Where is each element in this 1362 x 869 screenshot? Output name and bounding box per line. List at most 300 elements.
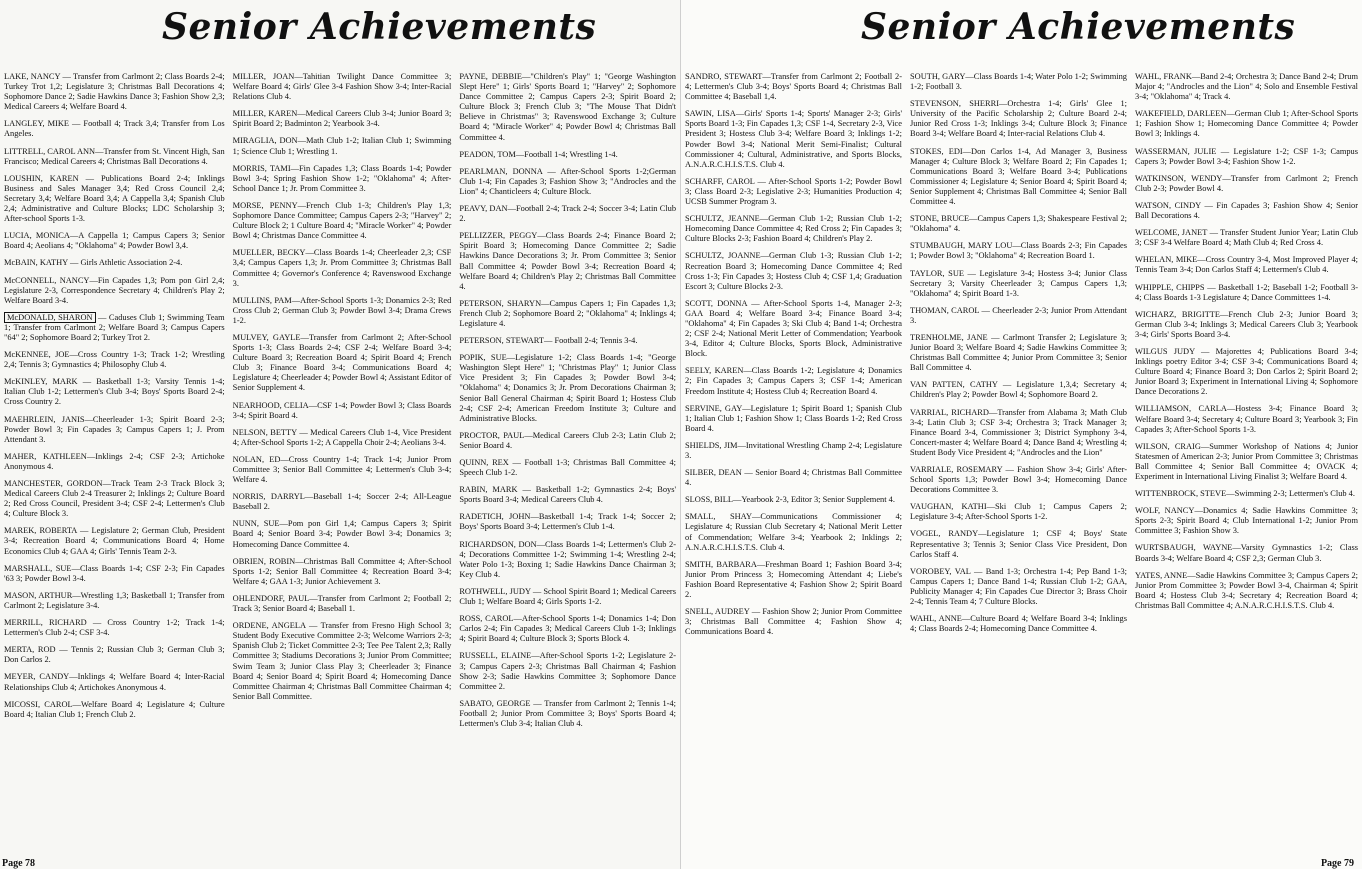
student-name: SHIELDS, JIM [685,440,738,450]
student-name: SILBER, DEAN [685,468,742,478]
senior-entry [685,404,902,434]
achievements-text: — Legislature 1,3,4; Secretary 4; Children's Play 2; Powder Bowl 4; Sophomore Board 2. [910,380,1127,400]
senior-entry [685,177,902,207]
achievements-text: — Majorettes 4; Publications Board 3-4; Inklings poetry Editor 3-4; CSF 3-4; Communications Board 4; Culture Board 4; Finance Board 3; Don Carlos 2; Spirit Board 2; Junior Board 3; Experiment in International Living 4; Sophomore Dance Decorations 2. [1135,346,1358,397]
senior-entry [910,614,1127,634]
senior-entry [4,377,225,407]
student-name: RUSSELL, ELAINE [459,651,532,661]
achievements-text: —Medical Careers Club 3-4; Junior Board 3; Spirit Board 2; Badminton 2; Yearbook 3-4. [232,109,452,129]
achievements-text: —German Club 1-2; Russian Club 1-2; Homecoming Dance Committee 4; Red Cross 2; Fin Capades 3; Culture Blocks 2-3; Fashion Board 4; Children's Play 2. [685,214,902,244]
senior-entry [4,174,225,224]
senior-entry [1135,506,1358,536]
student-name: WILGUS JUDY [1135,346,1195,356]
achievements-text: —Pom pon Girl 1,4; Campus Capers 3; Spirit Board 4; Senior Board 3-4; Powder Bowl 3-4; Donamics 3; Homecoming Dance Committee 4. [232,519,452,549]
student-name: NELSON, BETTY [232,427,297,437]
student-name: VOGEL, RANDY [910,529,979,539]
achievements-text: — Fashion Show 2; Junior Prom Committee 3; Christmas Ball Committee 4; Fashion Show 4; Communications Board 4. [685,607,902,637]
student-name: PROCTOR, PAUL [459,430,525,440]
page-title: Senior Achievements [162,6,597,48]
right-column-3 [1131,72,1362,855]
achievements-text: —Yearbook 2-3, Editor 3; Senior Supplement 4. [732,495,895,505]
senior-entry [4,564,225,584]
senior-entry [685,607,902,637]
student-name: PELLIZZER, PEGGY [459,231,538,241]
student-name: PEARLMAN, DONNA [459,166,543,176]
student-name: RICHARDSON, DON [459,539,537,549]
achievements-text: —Legislature 1-2; Class Boards 1-4; "George Washington Slept Here" 1; "Christmas Play" 1; Junior Class Vice President 3; Fin Capades 3; Powder Bowl 3-4; "Oklahoma" 4; Donamics 3; Jr. Prom Decorations Chairman 3; Senior Ball General Chairman 4; Spirit Board 1; Hostess Club 2-4; CSF 2-4; American Freedom Institute 3; Culture and Administrative Blocks. [459,353,676,423]
senior-entry [910,214,1127,234]
senior-entry [4,526,225,556]
senior-entry [4,350,225,370]
page-title: Senior Achievements [861,6,1296,48]
achievements-text: — Fashion Show 3-4; Girls' After-School Sports 1,3; Powder Bowl 3-4; Homecoming Dance Decorations Committee 3. [910,465,1127,495]
achievements-text: —Football 2-4; Track 2-4; Soccer 3-4; Latin Club 2. [459,204,677,224]
student-name: ROSS, CAROL [459,614,514,624]
senior-entry [459,231,676,292]
achievements-text: —Class Boards 2-3; Fin Capades 1; Powder Bowl 3; "Oklahoma" 4; Recreation Board 1. [910,241,1127,261]
student-name: PETERSON, STEWART [459,336,544,346]
senior-entry [685,214,902,244]
senior-entry [910,465,1127,495]
achievements-text: —Cross Country 3-4, Most Improved Player 4; Tennis Team 3-4; Don Carlos Staff 4; Lettermen's Club 4. [1135,255,1359,275]
achievements-text: —German Club 1; After-School Sports 1; Fashion Show 1; Homecoming Dance Committee 4; Powder Bowl 3; Inklings 4. [1135,109,1358,139]
senior-entry [233,428,452,448]
right-page [681,0,1362,869]
student-name: MULVEY, GAYLE [232,332,301,342]
achievements-text: — Band 1-3; Orchestra 1-4; Pep Band 1-3; Campus Capers 1; Dance Band 1-4; Russian Club 1-2; GAA, Publicity Manager 4; Fin Capades Cue Director 3; Brass Choir 2-4; Tennis Team 4; 7 Culture Blocks. [910,566,1127,607]
senior-entry [459,540,676,580]
student-name: VARRIALE, ROSEMARY [910,465,1003,474]
senior-entry [459,336,676,346]
student-name: MICOSSI, CAROL [4,699,73,709]
senior-entry [685,366,902,396]
student-name: WATKINSON, WENDY [1135,173,1223,183]
senior-entry [4,700,225,720]
student-name: NORRIS, DARRYL [232,492,305,502]
achievements-text: — Transfer from Carlmont 2; Tennis 1-4; Football 2; Junior Prom Committee 3; Boys' Sports Board 4; Lettermen's Club 3-4; Italian Club 4. [459,698,676,728]
achievements-text: —Inklings 2-4; CSF 2-3; Artichoke Anonymous 4. [4,451,225,471]
achievements-text: —Class Boards 2-4; Finance Board 2; Spirit Board 3; Homecoming Dance Committee 2; Sadie Hawkins Dance Decorations 3; Jr. Prom Committee 3; Senior Ball Committee 4; Powder Bowl 3-4; Recreation Board 4; Welfare Board 4; Children's Play 2; Christmas Ball Committee 4. [459,231,676,291]
student-name: RABIN, MARK [459,485,518,495]
student-name: McKENNEE, JOE [4,350,70,360]
achievements-text: — Basketball 1-3; Varsity Tennis 1-4; Italian Club 1-2; Lettermen's Club 3-4; Boys' Sports Board 2-4; Cross Country 2. [4,377,225,407]
senior-entry [4,672,225,692]
achievements-text: —Donamics 4; Sadie Hawkins Committee 3; Sports 2-3; Spirit Board 4; Club International 1-2; Junior Prom Committee 3; Fashion Show 3. [1135,506,1358,536]
achievements-text: —After-School Sports 1-4; Donamics 1-4; Don Carlos 2-4; Fin Capades 3; Medical Careers Club 1-3; Inklings 4; Spirit Board 4; Culture Block 3; Sports Block 4. [459,614,676,644]
senior-entry [685,441,902,461]
achievements-text: —Basketball 1-4; Track 1-4; Soccer 2; Boys' Sports Board 3-4; Lettermen's Club 1-4. [459,512,676,532]
senior-entry [910,241,1127,261]
achievements-text: — School Spirit Board 1; Medical Careers Club 1; Welfare Board 4; Girls Sports 1-2. [459,586,676,607]
senior-entry [1135,571,1358,611]
achievements-text: —After-School Sports 1-2; Legislature 2-3; Campus Capers 2-3; Christmas Ball Chairman 4; Fashion Show 2-3; Sadie Hawkins Committee 3; Sophomore Dance Committee 2. [459,651,676,691]
student-name: MILLER, JOAN [232,72,295,81]
achievements-text: —Baseball 1-4; Soccer 2-4; All-League Baseball 2. [232,492,452,512]
page-number: Page 79 [1320,858,1354,869]
achievements-text: —Transfer from Carlmont 2; French Club 2-3; Powder Bowl 4. [1135,173,1358,193]
student-name: MASON, ARTHUR [4,590,73,600]
achievements-text: — Cross Country 1-2; Track 1-4; Lettermen's Club 2-4; CSF 3-4. [4,618,225,638]
right-column-2 [906,72,1131,855]
student-name: SCHULTZ, JOANNE [685,251,761,261]
achievements-text: — After-School Sports 1-2;German Club 1-4; Fin Capades 3; Fashion Show 3; "Androcles and the Lion" 4; Chanticleers 4; Culture Block. [459,166,676,196]
achievements-text: — Girls Athletic Association 2-4. [67,258,183,268]
student-name: MILLER, KAREN [232,109,298,119]
achievements-text: —Medical Careers Club 2-3; Latin Club 2; Senior Board 4. [459,430,676,450]
achievements-text: —A Cappella 1; Campus Capers 3; Senior Board 4; Aeolians 4; "Oklahoma" 4; Powder Bowl 3,4. [4,231,225,251]
left-column-2 [229,72,456,855]
right-column-1 [681,72,906,855]
senior-entry [459,72,676,143]
senior-entry [685,72,902,102]
senior-entry [459,353,676,424]
achievements-text: — Carlmont Transfer 2; Legislature 3; Junior Board 3; Welfare Board 4; Sadie Hawkins Committee 3; Christmas Ball Committee 4; Junior Prom Committee 3; Senior Ball Committee 4. [910,332,1127,373]
achievements-text: —Girls' Sports 1-4; Sports' Manager 2-3; Girls' Sports Board 1-3; Fin Capades 1,3; CSF 1-4, Secretary 2-3, Vice President 3; Hostess Club 3-4; Welfare Board 3; Inklings 1-2; Powder Bowl 3-4; National Merit Semi-Finalist; Cultural Commissioner 4; Cultural, Administrative, and Sports Blocks, A.N.A.R.C.H.I.S.T.S. Club 4. [685,109,903,169]
senior-entry [685,299,902,360]
student-name: STOKES, EDI [910,146,963,156]
left-column-1 [0,72,229,855]
achievements-text: —Legislature 1; Spirit Board 1; Spanish Club 1; Italian Club 1; Fashion Show 1; Class Boards 1-2; Red Cross Board 4. [685,403,902,433]
student-name: MIRAGLIA, DON [232,136,298,146]
senior-entry [685,495,902,505]
student-name: MERTA, ROD [4,645,56,655]
achievements-text: — Football 2-4; Tennis 3-4. [543,336,638,346]
achievements-text: —Varsity Gymnastics 1-2; Class Boards 3-4; Welfare Board 4; CSF 2,3; German Club 3. [1135,543,1358,563]
achievements-text: — Football 4; Track 3,4; Transfer from Los Angeles. [4,119,225,139]
achievements-text: — Caduses Club 1; Swimming Team 1; Transfer from Carlmont 2; Welfare Board 3; Campus Capers "64" 2; Sophomore Board 2; Turkey Trot 2. [4,312,225,342]
student-name: VOROBEY, VAL [910,566,971,576]
student-name: STONE, BRUCE [910,214,970,224]
achievements-text: — Transfer from Carlmont 2; Class Boards 2-4; Turkey Trot 1,2; Legislature 3; Christmas Ball Decorations 4; Sophomore Dance 2; Sadie Hawkins Dance 3; Fashion Show 2,3; Medical Careers 4; Welfare Board 4. [4,72,225,112]
achievements-text: —Track Team 2-3 Track Block 3; Medical Careers Club 2-4 Treasurer 2; Inklings 2; Culture Board 2; Red Cross Council, President 3-4; CSF 2-4; Lettermen's Club 4; Culture Block 3. [4,479,225,519]
senior-entry [910,306,1127,326]
senior-entry [233,557,452,587]
senior-entry [910,269,1127,299]
student-name: McKINLEY, MARK [4,377,78,387]
student-name: WATSON, CINDY [1135,200,1201,210]
achievements-text: —Summer Workshop of Nations 4; Junior Statesmen of American 2-3; Junior Prom Committee 3; Christmas Ball Committee 4; Senior Ball Committee 4; OVACK 4; Experiment in International Living Finalist 3; Welfare Board 4. [1135,441,1359,481]
senior-entry [459,458,676,478]
senior-entry [4,479,225,519]
senior-entry [1135,147,1358,167]
achievements-text: — Senior Board 4; Christmas Ball Committee 4. [685,468,902,488]
achievements-text: —Fin Capades 1,3; Pom pon Girl 2,4; Legislature 2-3, Correspondence Secretary 4; Children's Play 2; Welfare Board 3-4. [4,275,225,305]
student-name: ROTHWELL, JUDY [459,586,531,596]
achievements-text: —Communications Commissioner 4; Legislature 4; Russian Club Secretary 4; National Merit Letter of Commendation; Welfare 3-4; Yearbook 2; Inklings 2; A.N.A.R.C.H.I.S.T.S. Club 4. [685,512,902,552]
achievements-text: —Class Boards 1-2; Legislature 4; Donamics 2; Fin Capades 3; Campus Capers 3; CSF 1-4; American Freedom Institute 4; Hostess Club 4; Recreation Board 4. [685,366,902,396]
achievements-text: —German Club 1-3; Russian Club 1-2; Recreation Board 3; Homecoming Dance Committee 4; Red Cross 1-3; Fin Capades 3; Hostess Club 4; CSF 1,4; Graduation Escort 3; Culture Blocks 2-3. [685,251,902,291]
student-name: QUINN, REX [459,458,509,467]
student-name: OBRIEN, ROBIN [232,556,296,566]
achievements-text: —Cheerleader 1-3; Spirit Board 2-3; Powder Bowl 3; Fin Capades 3; Campus Capers 1; J. Prom Attendant 3. [4,414,225,444]
achievements-text: —Transfer from Alabama 3; Math Club 3-4; Latin Club 3; CSF 3-4; Orchestra 3; Track Manager 3; Finance Board 3-4, Commissioner 3; District Symphony 3-4, Concert-master 4; Welfare Board 4; Dance Band 4; Wrestling 4; Student Body Vice President 4; "Androcles and the Lion" [910,407,1127,457]
student-name: WHELAN, MIKE [1135,255,1198,265]
senior-entry [233,164,452,194]
achievements-text: — Medical Careers Club 1-4, Vice President 4; After-School Sports 1-2; A Cappella Choir 2-4; Aeolians 3-4. [232,427,452,447]
student-name: STEVENSON, SHERRI [910,99,999,109]
senior-entry [233,401,452,421]
student-name: MEYER, CANDY [4,672,70,682]
senior-entry [910,502,1127,522]
senior-entry [910,408,1127,458]
achievements-text: —After-School Sports 1-3; Donamics 2-3; Red Cross Club 2; German Club 3; Powder Bowl 3-4; Drama Crews 1-2. [232,295,452,325]
senior-entry [910,567,1127,607]
senior-entry [233,296,452,326]
student-name: MORSE, PENNY [232,200,298,210]
senior-entry [459,614,676,644]
achievements-text: —Freshman Board 1; Fashion Board 3-4; Junior Prom Princess 3; Homecoming Attendant 4; Liebe's Fashion Board Representative 4; Fashion Show 2; Spirit Board 2. [685,559,902,600]
senior-entry [4,258,225,268]
student-name: SMITH, BARBARA [685,559,757,569]
student-name: WICHARZ, BRIGITTE [1135,309,1221,319]
achievements-text: — Transfer Student Junior Year; Latin Club 3; CSF 3-4 Welfare Board 4; Math Club 4; Red Cross 4. [1135,228,1358,248]
achievements-text: —Fin Capades 1,3; Class Boards 1-4; Powder Bowl 3-4; Spring Fashion Show 1-2; "Oklahoma" 4; After-School Dance 1; Jr. Prom Committee 3. [232,163,452,193]
senior-entry [685,512,902,552]
senior-entry [910,147,1127,208]
senior-entry [1135,489,1358,499]
achievements-text: —Swimming 2-3; Lettermen's Club 4. [1226,489,1355,499]
senior-entry [4,72,225,112]
student-name: PEADON, TOM [459,149,516,159]
senior-entry [459,651,676,691]
student-name: NOLAN, ED [232,454,281,464]
achievements-text: —Class Boards 1-4; Lettermen's Club 2-4; Decorations Committee 1-2; Swimming 1-4; Wrestling 2-4; Water Polo 1-3; Boxing 1; Sadie Hawkins Dance Chairman 3; Key Club 4. [459,539,677,579]
achievements-text: —Christmas Ball Committee 4; After-School Sports 1-2; Senior Ball Committee 4; Recreation Board 3-4; Welfare 4; GAA 1-3; Junior Achievement 3. [232,556,452,586]
student-name: MARSHALL, SUE [4,563,72,573]
senior-entry [233,621,452,702]
senior-entry [685,251,902,291]
senior-entry [459,299,676,329]
achievements-text: — Fin Capades 3; Fashion Show 4; Senior Ball Decorations 4. [1135,200,1358,221]
senior-entry [910,72,1127,92]
achievements-text: — Cheerleader 2-3; Junior Prom Attendant 3. [910,305,1128,325]
student-name: PEAVY, DAN [459,204,508,214]
senior-entry [459,485,676,505]
student-name: PETERSON, SHARYN [459,298,542,308]
left-columns [0,72,680,855]
senior-entry [233,594,452,614]
student-name: STUMBAUGH, MARY LOU [910,241,1013,251]
student-name: SLOSS, BILL [685,495,733,505]
student-name: MANCHESTER, GORDON [4,479,103,488]
student-name: LAKE, NANCY [4,72,61,81]
senior-entry [1135,174,1358,194]
senior-entry [1135,442,1358,482]
achievements-text: — Publications Board 2-4; Inklings Business and Sales Manager 3,4; Red Cross Council 2,4; Secretary 3,4; Welfare Board 3,4; A Cappella 3,4; Spanish Club 2,4; Administrative and Culture Blocks; LDC Scholarship 3; After-school Sports 1-3. [4,173,225,224]
achievements-text: —Orchestra 1-4; Girls' Glee 1; University of the Pacific Scholarship 2; Culture Board 2-4; Junior Red Cross 1-3; Inklings 3-4; Culture Block 3; Finance Board 3-4; Welfare Board 4; Inter-racial Relations Club 4. [910,99,1128,139]
student-name: McCONNELL, NANCY [4,275,90,285]
achievements-text: —Culture Board 4; Welfare Board 3-4; Inklings 4; Class Boards 2-4; Homecoming Dance Committee 4. [910,614,1127,634]
student-name: SCHULTZ, JEANNE [685,214,760,224]
senior-entry [1135,404,1358,434]
achievements-text: —Football 1-4; Wrestling 1-4. [515,149,618,159]
student-name: WELCOME, JANET [1135,228,1208,238]
student-name: NEARHOOD, CELIA [232,400,309,410]
student-name: WILLIAMSON, CARLA [1135,404,1227,414]
achievements-text: — Legislature 1-2; CSF 1-3; Campus Capers 3; Powder Bowl 3-4; Fashion Show 1-2. [1135,146,1358,166]
senior-entry [233,109,452,129]
student-name: NUNN, SUE [232,519,280,529]
achievements-text: —Hostess 3-4; Finance Board 3; Welfare Board 3-4; Secretary 4; Culture Board 3; Yearbook 3; Fin Capades 3; After-School Sports 1-3. [1135,404,1358,434]
student-name: WAHL, ANNE [910,614,962,624]
student-name: MAHER, KATHLEEN [4,451,87,461]
student-name: LANGLEY, MIKE [4,119,69,129]
student-name: VAUGHAN, KATHI [910,502,987,512]
student-name: VARRIAL, RICHARD [910,407,989,417]
senior-entry [4,276,225,306]
senior-entry [459,699,676,729]
achievements-text: —Math Club 1-2; Italian Club 1; Swimming 1; Science Club 1; Wrestling 1. [232,136,452,156]
achievements-text: —Cross Country 1-3; Track 1-2; Wrestling 2,4; Tennis 3; Gymnastics 4; Philosophy Club 4. [4,350,225,370]
achievements-text: —Don Carlos 1-4, Ad Manager 3, Business Manager 4; Culture Block 3; Welfare Board 2; Fin Capades 1; Communications Board 3; Welfare Board 3-4; Publications Commissioner 4; Legislature 4; Senior Board 4; Spirit Board 4; Senior Supplement 4; Christmas Ball Committee 4; Senior Ball Committee 4. [910,146,1127,207]
achievements-text: —Class Boards 1-4; CSF 2-3; Fin Capades '63 3; Powder Bowl 3-4. [4,563,225,583]
senior-entry [685,560,902,600]
achievements-text: —Legislature 1; CSF 4; Boys' State Representative 3; Tennis 3; Senior Class Vice President, Don Carlos Staff 4. [910,529,1128,559]
senior-entry [233,72,452,102]
student-name: SNELL, AUDREY [685,607,750,617]
student-name: WAHL, FRANK [1135,72,1192,81]
senior-entry [459,204,676,224]
student-name: LUCIA, MONICA [4,231,70,241]
student-name: WAKEFIELD, DARLEEN [1135,109,1227,119]
achievements-text: — After-School Sports 1-4, Manager 2-3; GAA Board 4; Welfare Board 3-4; Finance Board 3-4; "Oklahoma" 4; Fin Capades 3; Ski Club 4; Band 1-4; Orchestra 2; CSF 2-4; National Merit Letter of Commendation; Yearbook 3-4, Editor 4; Culture Blocks, Sports Block, Administrative Block. [685,298,902,359]
achievements-text: — Transfer from Fresno High School 3; Student Body Executive Committee 2-3; Welcome Warriors 2-3; Spanish Club 2; Ticket Committee 2-3; Tee Pee Talent 2,3; Rally Committee 3; Stadiums Decorations 3; Junior Prom Committee; Swim Team 3; Junior Class Play 3; Cheerleader 3; Finance Board 4; Senior Board 4; Spirit Board 4; Homecoming Dance Committee Chairman 4; Christmas Ball Committee Chairman 4; Senior Ball Committee. [232,621,452,701]
left-column-3 [455,72,680,855]
achievements-text: —French Club 2-3; Junior Board 3; German Club 3-4; Inklings 3; Medical Careers Club 3; Yearbook 3-4; Girls' Sports Board 3-4. [1135,309,1358,339]
senior-entry [4,313,225,343]
achievements-text: — Basketball 1-2; Gymnastics 2-4; Boys' Sports Board 3-4; Medical Careers Club 4. [459,485,677,505]
senior-entry [233,136,452,156]
achievements-text: —Transfer from Carlmont 2; After-School Sports 1-3; Class Boards 2-4; CSF 2-4; Welfare Board 3-4; Culture Board 3; Recreation Board 4; Spirit Board 4; French Club 3; Finance Board 3-4; Communications Board 4; Legislature 4; Cheerleader 4; Powder Bowl 4; Assistant Editor of Senior Supplement 4. [232,332,452,393]
achievements-text: — Legislature 2; German Club, President 3-4; Recreation Board 4; Communications Board 4; Home Economics Club 4; GAA 4; Girls' Tennis Team 2-3. [4,526,225,556]
student-name: OHLENDORF, PAUL [232,593,310,603]
senior-entry [1135,109,1358,139]
achievements-text: —Campus Capers 1,3; Shakespeare Festival 2; "Oklahoma" 4. [910,214,1127,234]
senior-entry [685,468,902,488]
senior-entry [233,248,452,288]
achievements-text: —CSF 1-4; Powder Bowl 3; Class Boards 3-4; Spirit Board 4. [232,400,452,420]
achievements-text: — Tennis 2; Russian Club 3; German Club 3; Don Carlos 2. [4,645,225,665]
student-name: SABATO, GEORGE [459,698,531,708]
right-columns [681,72,1362,855]
achievements-text: —Inklings 4; Welfare Board 4; Inter-Racial Relationships Club 4; Artichokes Anonymous 4. [4,672,225,692]
achievements-text: —Transfer from Carlmont 2; Football 2-4; Lettermen's Club 3-4; Boys' Sports Board 4; Christmas Ball Committee 4; Baseball 1,4. [685,72,902,102]
student-name: WILSON, CRAIG [1135,441,1201,451]
student-name: WHIPPLE, CHIPPS [1135,282,1205,292]
achievements-text: —Campus Capers 1; Fin Capades 1,3; French Club 2; Sophomore Board 2; "Oklahoma" 4; Inklings 4; Legislature 4. [459,298,677,328]
senior-entry [4,147,225,167]
senior-entry [233,455,452,485]
achievements-text: —Cross Country 1-4; Track 1-4; Junior Prom Committee 3; Senior Ball Committee 4; Lettermen's Club 3-4; Welfare 4. [232,454,452,485]
senior-entry [459,431,676,451]
senior-entry [233,201,452,241]
senior-entry [4,119,225,139]
student-name: LOUSHIN, KAREN [4,173,79,183]
student-name: MAREK, ROBERTA [4,526,77,536]
senior-entry [233,519,452,549]
student-name: WASSERMAN, JULIE [1135,146,1217,156]
student-name: MAEHRLEIN, JANIS [4,414,85,424]
student-name: SMALL, SHAY [685,512,753,522]
senior-entry [4,591,225,611]
achievements-text: —Ski Club 1; Campus Capers 2; Legislature 3-4; After-School Sports 1-2. [910,502,1128,522]
student-name: RADETICH, JOHN [459,512,531,522]
senior-entry [1135,310,1358,340]
achievements-text: — Legislature 3-4; Hostess 3-4; Junior Class Secretary 3; Varsity Cheerleader 3; Campus Capers 1,3; "Oklahoma" 4; Spirit Board 1-3. [910,268,1127,298]
senior-entry [4,415,225,445]
achievements-text: —Class Boards 1-4; Water Polo 1-2; Swimming 1-2; Football 3. [910,72,1127,92]
student-name: THOMAN, CAROL [910,305,980,315]
student-name: SAWIN, LISA [685,109,736,119]
student-name: SCOTT, DONNA [685,298,748,308]
senior-entry [4,452,225,472]
achievements-text: —Band 2-4; Orchestra 3; Dance Band 2-4; Drum Major 4; "Androcles and the Lion" 4; Solo and Ensemble Festival 3-4; "Oklahoma" 4; Track 4. [1135,72,1358,102]
senior-entry [685,109,902,170]
achievements-text: —Transfer from Carlmont 2; Football 2; Track 3; Senior Board 4; Baseball 1. [232,593,452,614]
student-name: MERRILL, RICHARD [4,618,87,628]
student-name: VAN PATTEN, CATHY [910,380,998,390]
achievements-text: — After-School Sports 1-2; Powder Bowl 3; Class Board 2-3; Legislative 2-3; Humanities Production 4; UCSB Summer Program 3. [685,176,902,207]
senior-entry [910,380,1127,400]
senior-entry [1135,72,1358,102]
senior-entry [4,231,225,251]
student-name: TRENHOLME, JANE [910,332,988,342]
senior-entry [1135,347,1358,397]
senior-entry [1135,228,1358,248]
achievements-text: — Basketball 1-2; Baseball 1-2; Football 3-4; Class Boards 1-3 Legislature 4; Dance Committees 1-4. [1135,282,1358,302]
student-name: WURTSBAUGH, WAYNE [1135,543,1233,553]
senior-entry [233,333,452,394]
student-name: SOUTH, GARY [910,72,966,81]
senior-entry [910,529,1127,559]
achievements-text: —"Children's Play" 1; "George Washington Slept Here" 1; Girls' Sports Board 1; "Harvey" 2; Sophomore Dance Committee 2; Campus Capers 2-3; Spirit Board 2; Culture Block 3; French Club 3; "The Mouse That Didn't Believe in Christmas" 3; Ravenswood Exchange 3; Culture Board 4; "Miracle Worker" 4; Powder Bowl 4; Christmas Ball Committee 4. [459,72,676,142]
student-name: SANDRO, STEWART [685,72,763,81]
student-name: MULLINS, PAM [232,295,292,305]
student-name: ORDENE, ANGELA [232,621,306,631]
senior-entry [459,150,676,160]
student-name: WITTENBROCK, STEVE [1135,489,1227,499]
student-name: YATES, ANNE [1135,570,1188,580]
student-name: McDONALD, SHARON [4,312,96,323]
student-name: MORRIS, TAMI [232,163,291,173]
senior-entry [1135,255,1358,275]
student-name: MUELLER, BECKY [232,248,306,258]
student-name: SCHARFF, CAROL [685,176,755,186]
senior-entry [4,618,225,638]
student-name: TAYLOR, SUE [910,268,964,278]
senior-entry [910,99,1127,139]
senior-entry [910,333,1127,373]
student-name: POPIK, SUE [459,353,507,363]
senior-entry [1135,283,1358,303]
page-number: Page 78 [2,858,36,869]
student-name: LITTRELL, CAROL ANN [4,146,96,156]
achievements-text: —Transfer from St. Vincent High, San Francisco; Medical Careers 4; Christmas Ball Decorations 4. [4,146,225,166]
senior-entry [459,512,676,532]
achievements-text: —Invitational Wrestling Champ 2-4; Legislature 3. [685,440,902,460]
achievements-text: —French Club 1-3; Children's Play 1,3; Sophomore Dance Committee; Campus Capers 2-3; "Harvey" 2; Culture Block 2; 1 Culture Board 4; "Miracle Worker" 4; Powder Bowl 4; Christmas Dance Committee 4. [232,200,452,241]
achievements-text: —Class Boards 1-4; Cheerleader 2,3; CSF 3,4; Campus Capers 1,3; Jr. Prom Committee 3; Christmas Ball Committee 4; Governor's Conference 4; Ravenswood Exchange 3. [232,248,452,288]
senior-entry [4,645,225,665]
student-name: WOLF, NANCY [1135,506,1195,516]
achievements-text: —Sadie Hawkins Committee 3; Campus Capers 2; Junior Prom Committee 3; Powder Bowl 3-4, Chairman 4; Spirit Board 4; Hostess Club 3-4; Secretary 4; Recreation Board 4; Christmas Ball Committee 4; A.N.A.R.C.H.I.S.T.S. Club 4. [1135,570,1358,610]
senior-entry [1135,201,1358,221]
student-name: SERVINE, GAY [685,403,743,413]
student-name: McBAIN, KATHY [4,258,68,268]
senior-entry [233,492,452,512]
student-name: SEELY, KAREN [685,366,744,376]
achievements-text: —Tahitian Twilight Dance Committee 3; Welfare Board 4; Girls' Glee 3-4 Fashion Show 3-4; Inter-Racial Relations Club 4. [232,72,452,102]
